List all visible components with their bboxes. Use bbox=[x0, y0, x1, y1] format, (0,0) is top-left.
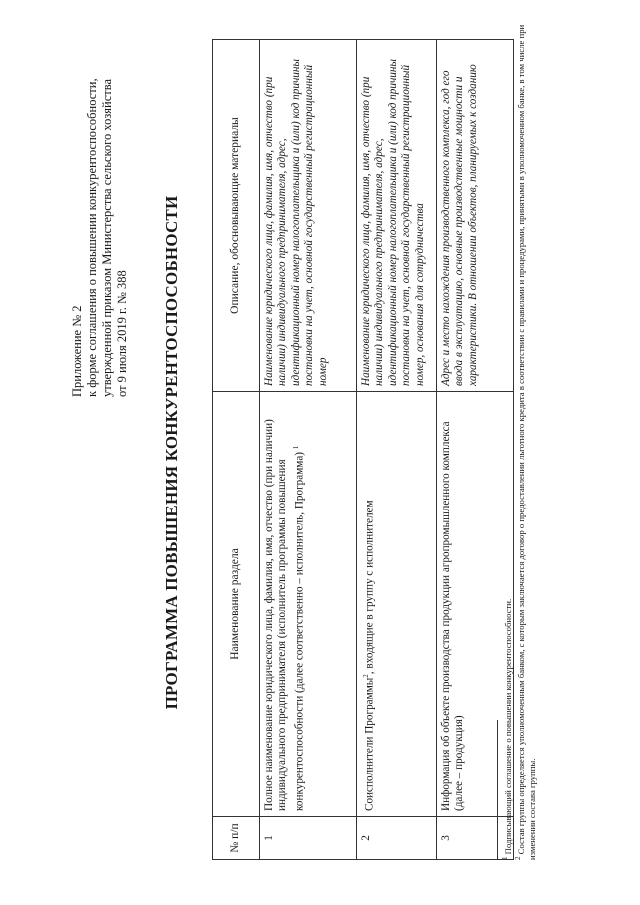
section-text: Соисполнители Программы bbox=[363, 677, 376, 811]
row-description: Наименование юридического лица, фамилия, имя, отчество (при наличии) индивидуального предпринимателя, адрес, идентификационный номер налогоплательщика и (или) код причины постановки на учет, основной государственный регистрационный номер bbox=[260, 40, 357, 392]
table-header-row bbox=[213, 40, 260, 860]
header-section: Наименование раздела bbox=[213, 392, 260, 817]
document-title: ПРОГРАММА ПОВЫШЕНИЯ КОНКУРЕНТОСПОСОБНОСТИ bbox=[162, 195, 181, 710]
section-text: Полное наименование юридического лица, фамилия, имя, отчество (при наличии) индивидуального предпринимателя (исполнитель программы повышения конкурентоспособности (далее соответственно – исполнитель, Программа) bbox=[263, 419, 306, 811]
row-number: 1 bbox=[260, 817, 357, 860]
row-number: 3 bbox=[437, 817, 514, 860]
appendix-line-1: Приложение № 2 bbox=[70, 305, 84, 397]
row-number: 2 bbox=[357, 817, 437, 860]
row-section bbox=[260, 392, 357, 817]
appendix-line-2: к форме соглашения о повышении конкурентоспособности, bbox=[85, 78, 99, 397]
footnote-ref: 1 bbox=[291, 445, 300, 450]
header-description: Описание, обосновывающие материалы bbox=[213, 40, 260, 392]
footnote-text: Подписывающий соглашение о повышении конкурентоспособности. bbox=[502, 598, 513, 855]
appendix-line-3: утвержденной приказом Министерства сельского хозяйства bbox=[100, 78, 114, 397]
table-row bbox=[260, 40, 357, 860]
section-text-tail: , входящие в группу с исполнителем bbox=[363, 500, 376, 675]
header-num: № п/п bbox=[213, 817, 260, 860]
row-section: Информация об объекте производства продукции агропромышленного комплекса (далее – продукция) bbox=[437, 392, 514, 817]
footnote-2 bbox=[513, 20, 537, 860]
table-row bbox=[357, 40, 437, 860]
row-section bbox=[357, 392, 437, 817]
row-description: Адрес и место нахождения производственного комплекса, год его ввода в эксплуатацию, основные производственные мощности и характеристики. В отношении объектов, планируемых к созданию bbox=[437, 40, 514, 392]
appendix-header bbox=[70, 37, 130, 397]
appendix-line-4: от 9 июля 2019 г. № 388 bbox=[115, 270, 129, 397]
footnote-divider bbox=[497, 720, 498, 860]
footnotes bbox=[500, 20, 537, 860]
footnote-mark: 1 bbox=[501, 856, 509, 860]
footnote-text: Состав группы определяется уполномоченным банком, с которым заключается договор о предоставлении льготного кредита в соответствии с правилами и процедурами, принятыми в уполномоченном банке, в том числе при изменении состава группы. bbox=[516, 24, 537, 860]
program-table bbox=[212, 39, 514, 860]
footnote-ref: 2 bbox=[362, 674, 370, 678]
footnote-1 bbox=[500, 20, 513, 860]
footnote-mark: 2 bbox=[514, 856, 523, 860]
row-description: Наименование юридического лица, фамилия, имя, отчество (при наличии) индивидуального предпринимателя, адрес, идентификационный номер налогоплательщика и (или) код причины постановки на учет, основной государственный регистрационный номер, основания для сотрудничества bbox=[357, 40, 437, 392]
